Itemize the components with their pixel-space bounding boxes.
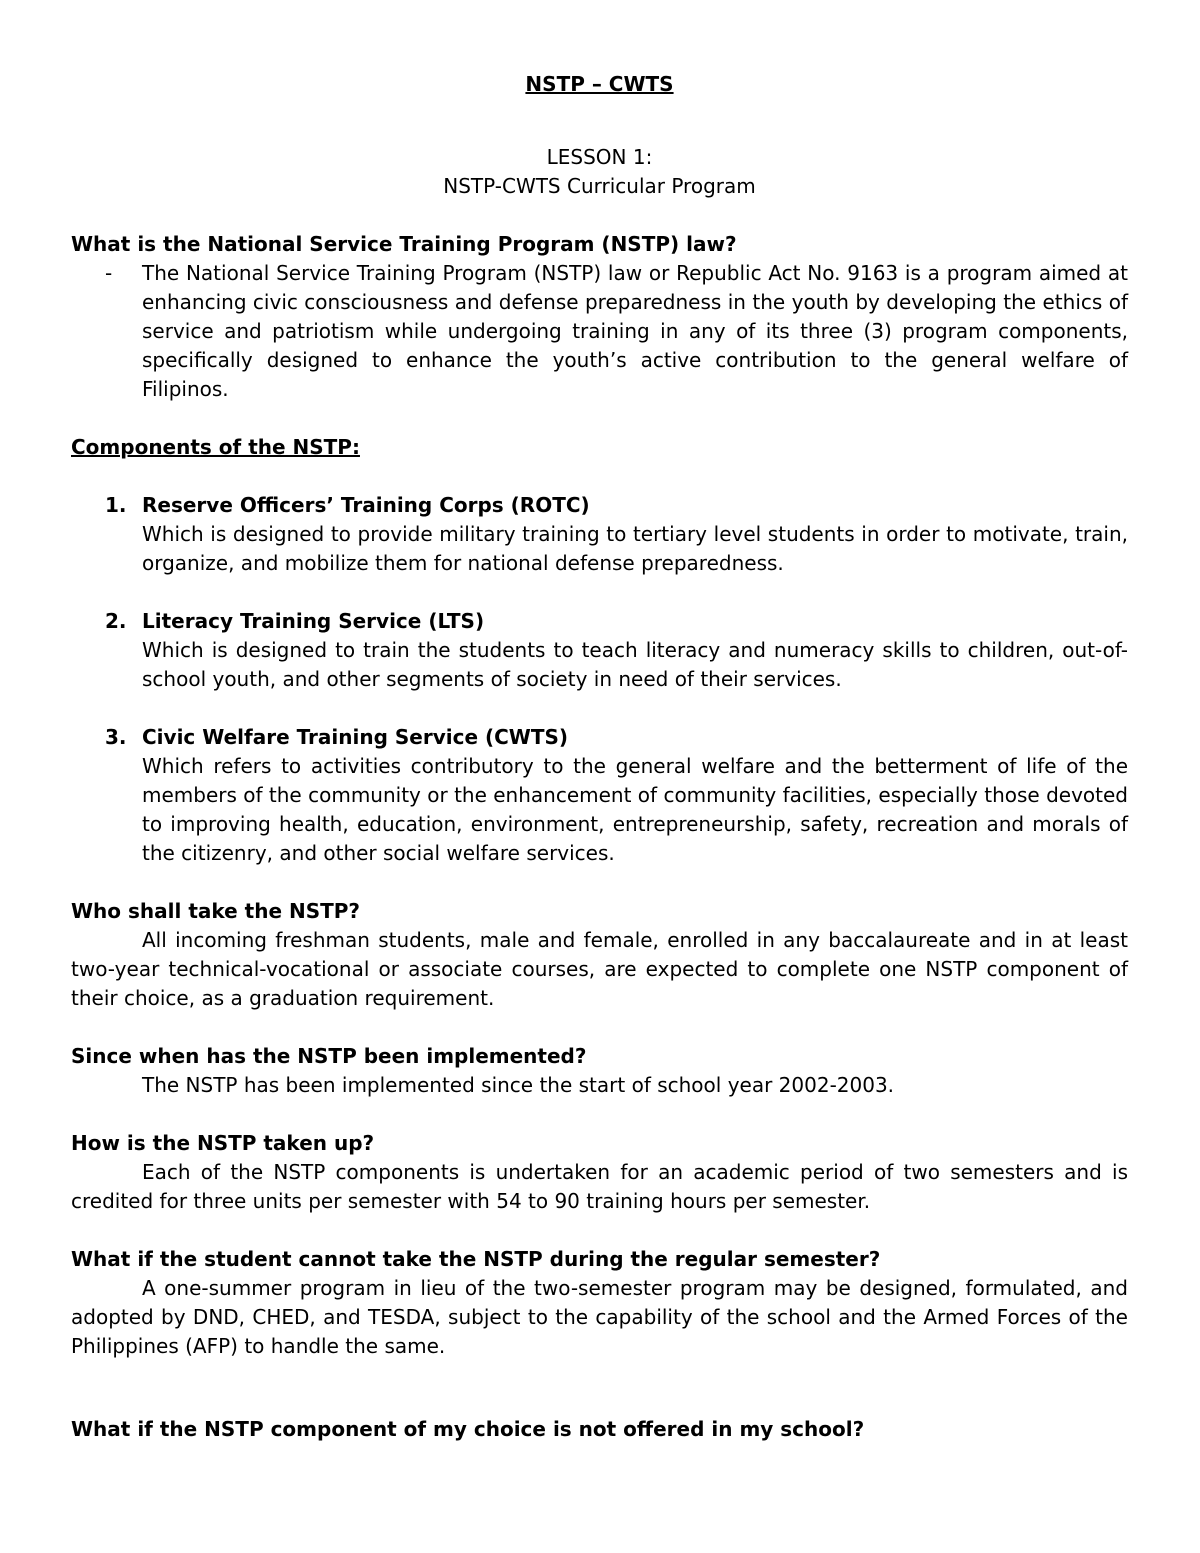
components-heading: Components of the NSTP: [71, 435, 360, 459]
spacer [71, 201, 1128, 230]
law-question: What is the National Service Training Program (NSTP) law? [71, 232, 737, 256]
spacer [71, 99, 1128, 143]
component-item-rotc [71, 491, 1128, 578]
lesson-number: LESSON 1: [546, 145, 653, 169]
component-number: 2. [105, 609, 127, 633]
spacer [71, 404, 1128, 433]
faq-answer-who: All incoming freshman students, male and female, enrolled in any baccalaureate and in at least two-year technical-vocational or associate courses, are expected to complete one NSTP component of their choice, as a graduation requirement. [71, 928, 1128, 1010]
spacer [71, 1216, 1128, 1245]
faq-answer-how: Each of the NSTP components is undertaken for an academic period of two semesters and is credited for three units per semester with 54 to 90 training hours per semester. [71, 1160, 1128, 1213]
spacer [71, 1100, 1128, 1129]
component-item-lts [71, 607, 1128, 694]
law-answer-item [71, 259, 1128, 404]
document-title: NSTP – CWTS [525, 72, 674, 96]
component-description: Which refers to activities contributory to the general welfare and the betterment of life of the members of the community or the enhancement of community facilities, especially those devoted to improving health, education, environment, entrepreneurship, safety, recreation and morals of the citizenry, and other social welfare services. [142, 754, 1128, 865]
component-title: Civic Welfare Training Service (CWTS) [142, 725, 569, 749]
lesson-title: NSTP-CWTS Curricular Program [443, 174, 756, 198]
faq-question-since-when: Since when has the NSTP been implemented? [71, 1044, 587, 1068]
faq-answer-since-when: The NSTP has been implemented since the start of school year 2002-2003. [142, 1073, 895, 1097]
spacer [71, 1013, 1128, 1042]
faq-question-not-offered: What if the NSTP component of my choice is not offered in my school? [71, 1417, 865, 1441]
component-number: 3. [105, 725, 127, 749]
spacer [71, 694, 1128, 723]
dash-bullet: - [105, 261, 113, 285]
spacer [71, 868, 1128, 897]
component-description: Which is designed to train the students to teach literacy and numeracy skills to children, out-of-school youth, and other segments of society in need of their services. [142, 638, 1128, 691]
faq-question-who: Who shall take the NSTP? [71, 899, 361, 923]
faq-answer-cannot-take: A one-summer program in lieu of the two-semester program may be designed, formulated, and adopted by DND, CHED, and TESDA, subject to the capability of the school and the Armed Forces of the Philippines (AFP) to handle the same. [71, 1276, 1128, 1358]
spacer [71, 1361, 1128, 1415]
component-item-cwts [71, 723, 1128, 868]
faq-question-how: How is the NSTP taken up? [71, 1131, 375, 1155]
component-description: Which is designed to provide military training to tertiary level students in order to motivate, train, organize, and mobilize them for national defense preparedness. [142, 522, 1128, 575]
component-title: Literacy Training Service (LTS) [142, 609, 485, 633]
spacer [71, 578, 1128, 607]
component-title: Reserve Officers’ Training Corps (ROTC) [142, 493, 590, 517]
document-page [71, 70, 1128, 1444]
spacer [71, 462, 1128, 491]
faq-question-cannot-take: What if the student cannot take the NSTP during the regular semester? [71, 1247, 881, 1271]
component-number: 1. [105, 493, 127, 517]
law-answer: The National Service Training Program (NSTP) law or Republic Act No. 9163 is a program aimed at enhancing civic consciousness and defense preparedness in the youth by developing the ethics of service and patriotism while undergoing training in any of its three (3) program components, specifically designed to enhance the youth’s active contribution to the general welfare of Filipinos. [142, 261, 1128, 401]
